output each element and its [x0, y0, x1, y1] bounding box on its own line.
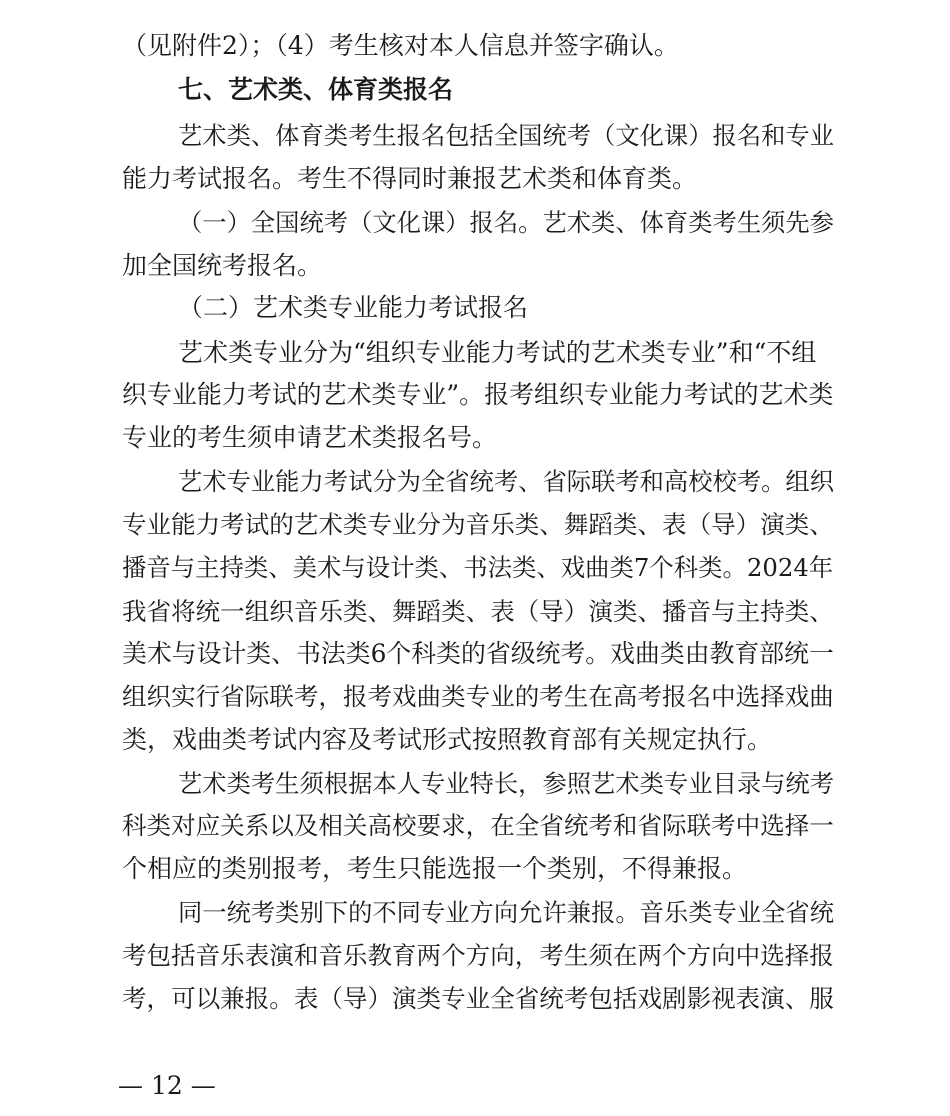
- text-line: [0, 634, 950, 674]
- line-text: 能力考试报名。考生不得同时兼报艺术类和体育类。: [122, 164, 698, 193]
- text-line: [0, 677, 950, 717]
- text-line: [0, 806, 950, 846]
- text-line: [0, 936, 950, 976]
- line-text: 艺术类专业分为“组织专业能力考试的艺术类专业”和“不组: [178, 338, 817, 367]
- line-text: 织专业能力考试的艺术类专业”。报考组织专业能力考试的艺术类: [122, 380, 834, 409]
- line-text: 组织实行省际联考，报考戏曲类专业的考生在高考报名中选择戏曲: [122, 682, 834, 711]
- section-heading-text: 七、艺术类、体育类报名: [178, 75, 454, 104]
- line-text: 专业的考生须申请艺术类报名号。: [122, 423, 498, 452]
- text-line: [0, 203, 950, 243]
- line-text: （一）全国统考（文化课）报名。艺术类、体育类考生须先参: [178, 208, 835, 237]
- text-line: [0, 979, 950, 1019]
- text-line: [0, 246, 950, 286]
- line-text: 考包括音乐表演和音乐教育两个方向，考生须在两个方向中选择报: [122, 941, 834, 970]
- text-line: [0, 849, 950, 889]
- text-line: [0, 764, 950, 804]
- line-text: 加全国统考报名。: [122, 251, 323, 280]
- text-line: [0, 505, 950, 545]
- text-line: [0, 893, 950, 933]
- text-line: [0, 116, 950, 156]
- text-line: [0, 462, 950, 502]
- line-text: 个相应的类别报考，考生只能选报一个类别，不得兼报。: [122, 854, 748, 883]
- text-line: [0, 592, 950, 632]
- subsection-heading-text: （二）艺术类专业能力考试报名: [178, 293, 529, 322]
- text-line: [0, 720, 950, 760]
- text-line: [0, 548, 950, 588]
- line-text: 专业能力考试的艺术类专业分为音乐类、舞蹈类、表（导）演类、: [122, 510, 834, 539]
- page-number: — 12 —: [118, 1071, 216, 1100]
- section-heading: [0, 70, 950, 110]
- text-line: [0, 333, 950, 373]
- line-text: 我省将统一组织音乐类、舞蹈类、表（导）演类、播音与主持类、: [122, 597, 834, 626]
- line-text: （见附件2）；（4）考生核对本人信息并签字确认。: [122, 31, 679, 60]
- line-text: 艺术类考生须根据本人专业特长，参照艺术类专业目录与统考: [178, 769, 835, 798]
- line-text: 考，可以兼报。表（导）演类专业全省统考包括戏剧影视表演、服: [122, 984, 834, 1013]
- line-text: 艺术专业能力考试分为全省统考、省际联考和高校校考。组织: [178, 467, 835, 496]
- text-line: [0, 26, 950, 66]
- line-text: 播音与主持类、美术与设计类、书法类、戏曲类7个科类。2024年: [122, 553, 834, 582]
- text-line: [0, 375, 950, 415]
- text-line: [0, 418, 950, 458]
- subsection-heading: [0, 288, 950, 328]
- line-text: 类，戏曲类考试内容及考试形式按照教育部有关规定执行。: [122, 725, 773, 754]
- line-text: 同一统考类别下的不同专业方向允许兼报。音乐类专业全省统: [178, 898, 835, 927]
- line-text: 美术与设计类、书法类6个科类的省级统考。戏曲类由教育部统一: [122, 639, 834, 668]
- line-text: 科类对应关系以及相关高校要求，在全省统考和省际联考中选择一: [122, 811, 834, 840]
- text-line: [0, 159, 950, 199]
- line-text: 艺术类、体育类考生报名包括全国统考（文化课）报名和专业: [178, 121, 835, 150]
